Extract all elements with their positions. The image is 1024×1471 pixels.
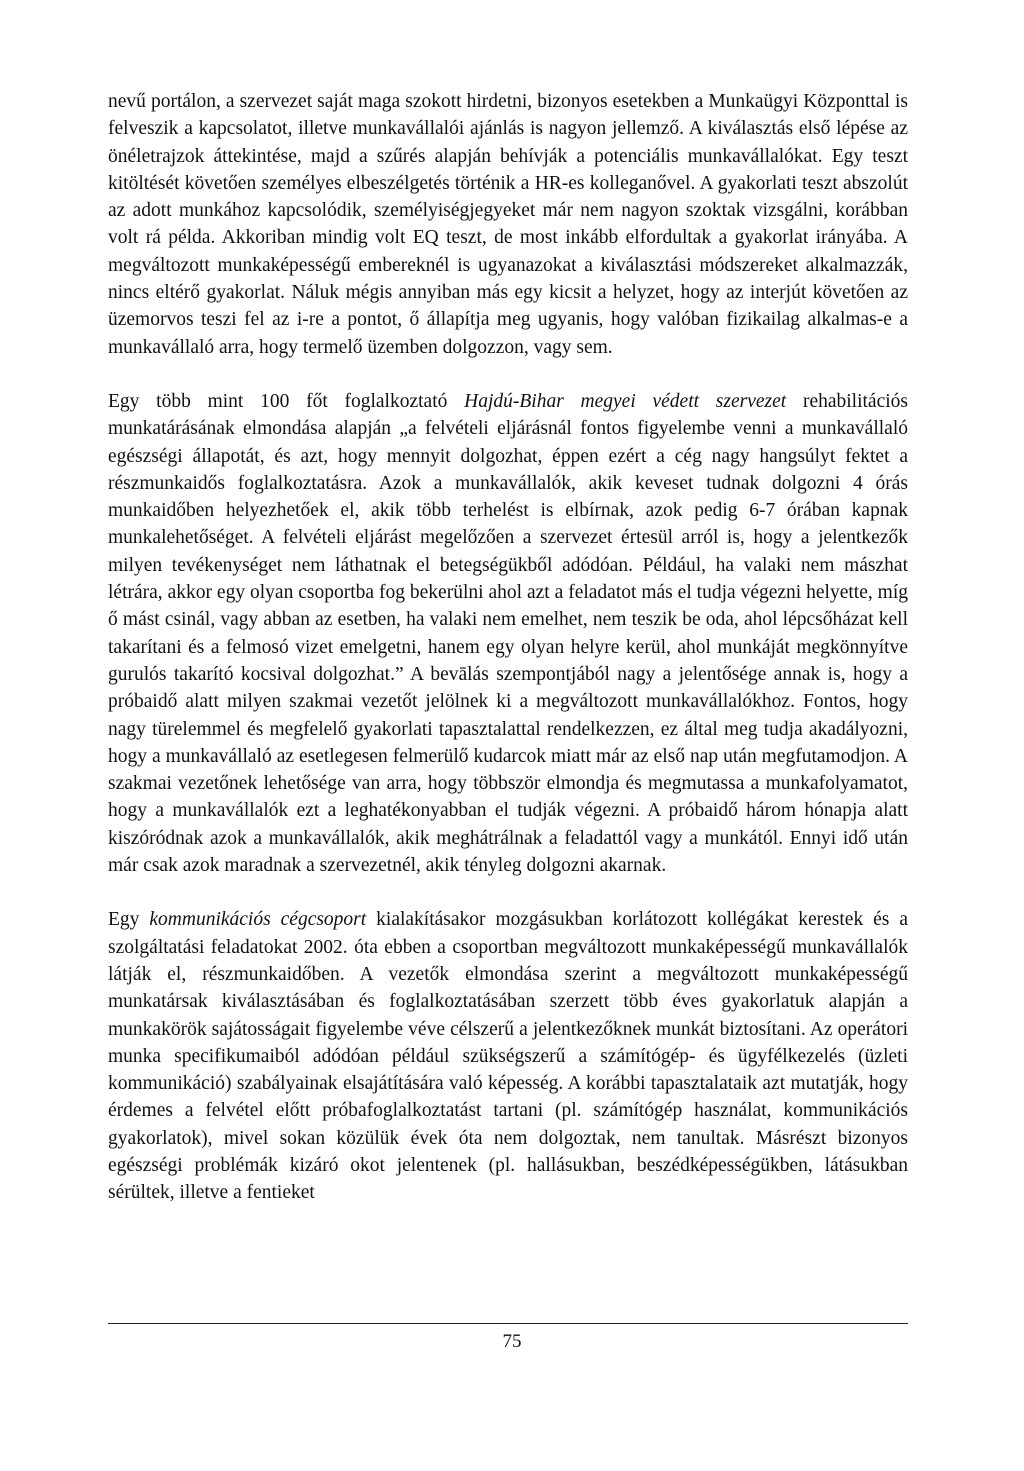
paragraph-2	[108, 388, 908, 879]
paragraph-2-lead: Egy több mint 100 főt foglalkoztató	[108, 390, 465, 412]
paragraph-2-text: rehabilitációs munkatárásának elmondása alapján „a felvételi eljárásnál fontos figyelembe venni a munkavállaló egészségi állapotát, és azt, hogy mennyit dolgozhat, éppen ezért a cég nagy hangsúlyt fektet a részmunkaidős foglalkoztatásra. Azok a munkavállalók, akik keveset tudnak dolgozni 4 órás munkaidőben helyezhetőek el, akik több terhelést is elbírnak, azok pedig 6-7 órában kapnak munkalehetőséget. A felvételi eljárást megelőzően a szervezet értesül arról is, hogy a jelentkezők milyen tevékenységet nem láthatnak el betegségükből adódóan. Például, ha valaki nem mászhat létrára, akkor egy olyan csoportba fog bekerülni ahol azt a feladatot más el tudja végezni helyette, míg ő mást csinál, vagy abban az esetben, ha valaki nem emelhet, nem teszik be oda, ahol lépcsőházat kell takarítani és a felmosó vizet emelgetni, hanem egy olyan helyre kerül, ahol munkáját megkönnyítve gurulós takarító kocsival dolgozhat.” A bevālás szempontjából nagy a jelentősége annak is, hogy a próbaidő alatt milyen szakmai vezetőt jelölnek ki a megváltozott munkavállalókhoz. Fontos, hogy nagy türelemmel és megfelelő gyakorlati tapasztalattal rendelkezzen, ez által meg tudja akadályozni, hogy a munkavállaló az esetlegesen felmerülő kudarcok miatt már az első nap után megfutamodjon. A szakmai vezetőnek lehetősége van arra, hogy többször elmondja és megmutassa a munkafolyamatot, hogy a munkavállalók ezt a leghatékonyabban el tudják végezni. A próbaidő három hónapja alatt kiszóródnak azok a munkavállalók, akik meghátrálnak a feladattól vagy a munkától. Ennyi idő után már csak azok maradnak a szervezetnél, akik tényleg dolgozni akarnak.	[108, 390, 908, 877]
page-number: 75	[502, 1331, 522, 1352]
document-body	[108, 88, 908, 1207]
paragraph-1-text: nevű portálon, a szervezet saját maga szokott hirdetni, bizonyos esetekben a Munkaügyi Központtal is felveszik a kapcsolatot, illetve munkavállalói ajánlás is nagyon jellemző. A kiválasztás első lépése az önéletrajzok áttekintése, majd a szűrés alapján behívják a potenciális munkavállalókat. Egy teszt kitöltését követően személyes elbeszélgetés történik a HR-es kolleganővel. A gyakorlati teszt abszolút az adott munkához kapcsolódik, személyiségjegyeket már nem nagyon szoktak vizsgálni, korábban volt rá példa. Akkoriban mindig volt EQ teszt, de most inkább elfordultak a gyakorlat irányába. A megváltozott munkaképességű embereknél is ugyanazokat a kiválasztási módszereket alkalmazzák, nincs eltérő gyakorlat. Náluk mégis annyiban más egy kicsit a helyzet, hogy az interjút követően az üzemorvos teszi fel az i-re a pontot, ő állapítja meg ugyanis, hogy valóban fizikailag alkalmas-e a munkavállaló arra, hogy termelő üzemben dolgozzon, vagy sem.	[108, 91, 908, 358]
paragraph-3-text: kialakításakor mozgásukban korlátozott kollégákat kerestek és a szolgáltatási feladatokat 2002. óta ebben a csoportban megváltozott munkaképességű munkavállalók látják el, részmunkaidőben. A vezetők elmondása szerint a megváltozott munkaképességű munkatársak kiválasztásában és foglalkoztatásában szerzett több éves gyakorlatuk alapján a munkakörök sajátosságait figyelembe véve célszerű a jelentkezőknek munkát biztosítani. Az operátori munka specifikumaiból adódóan például szükségszerű a számítógép- és ügyfélkezelés (üzleti kommunikáció) szabályainak elsajátítására való képesség. A korábbi tapasztalataik azt mutatják, hogy érdemes a felvétel előtt próbafoglalkoztatást tartani (pl. számítógép használat, kommunikációs gyakorlatok), mivel sokan közülük évek óta nem dolgoztak, nem tanultak. Másrészt bizonyos egészségi problémák kizáró okot jelentenek (pl. hallásukban, beszédképességükben, látásukban sérültek, illetve a fentieket	[108, 909, 909, 1204]
footer-divider	[108, 1323, 908, 1324]
paragraph-1	[108, 88, 908, 361]
paragraph-3	[108, 906, 908, 1206]
paragraph-3-lead: Egy	[108, 909, 150, 931]
paragraph-2-emphasis: Hajdú-Bihar megyei védett szervezet	[464, 390, 787, 412]
paragraph-3-emphasis: kommunikációs cégcsoport	[149, 909, 367, 931]
